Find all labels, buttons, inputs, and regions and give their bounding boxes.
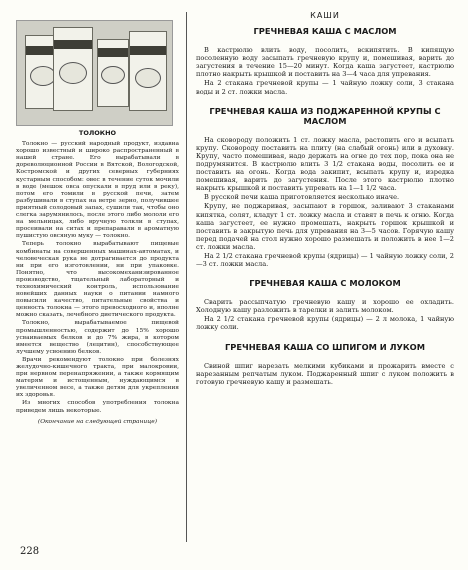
left-paragraph: Теперь толокно вырабатывают пищевые комбинаты на совершенных машинах-автоматах, и человеческая рука не дотрагивается до продукта ни при его изготовлении, ни при упаковке. Понятно, что высокомеханизированное производство, тщательный лабораторный и технохимический контроль, использование новейших данных науки о питании намного повысили качество, питательные свойства и ценность толокна — этого превосходного и, вполне можно сказать, лечебного диетического продукта. [16, 241, 179, 319]
recipe-paragraph: На сковороду положить 1 ст. ложку масла, растопить его и всыпать крупу. Сковороду поставить на плиту (на слабый огонь) или в духовку. Крупу, часто помешивая, надо держать на огне до тех пор, пока она не подрумянится. В кастрюлю влить 3 1/2 стакана воды, посолить ее и поставить на огонь. Когда вода закипит, всыпать крупу и, изредка помешивая, варить до загустения. После этого кастрюлю плотно накрыть крышкой и поставить упревать на 1—1 1/2 часа. [196, 135, 454, 193]
left-column [16, 20, 179, 426]
product-photo [16, 20, 173, 126]
recipe-paragraph: На 2 1/2 стакана гречневой крупы (ядрицы) — 1 чайную ложку соли, 2—3 ст. ложки масла. [196, 251, 454, 269]
left-paragraph: Из многих способов употребления толокна приведем лишь некоторые. [16, 400, 179, 414]
recipe-paragraph: В русской печи каша приготовляется несколько иначе. [204, 193, 400, 202]
recipe-paragraph: На 2 стакана гречневой крупы — 1 чайную ложку соли, 3 стакана воды и 2 ст. ложки масла. [196, 79, 454, 96]
page-number: 228 [20, 546, 40, 557]
recipe-title: ГРЕЧНЕВАЯ КАША СО ШПИГОМ И ЛУКОМ [224, 341, 425, 352]
photo-box-2 [53, 27, 93, 111]
recipe-paragraph: Свиной шпиг нарезать мелкими кубиками и прожарить вместе с нарезанным репчатым луком. Поджаренный шпиг с луком положить в готовую гречневую кашу и размешать. [196, 361, 454, 386]
photo-caption: ТОЛОКНО [78, 129, 117, 137]
recipe-title: ГРЕЧНЕВАЯ КАША С МОЛОКОМ [249, 278, 401, 289]
right-column [196, 12, 454, 387]
photo-box-4 [129, 31, 167, 111]
continuation-note: (Окончание на следующей странице) [37, 418, 158, 425]
recipe-title: ГРЕЧНЕВАЯ КАША С МАСЛОМ [253, 26, 397, 37]
recipe-title: ГРЕЧНЕВАЯ КАША ИЗ ПОДЖАРЕННОЙ КРУПЫ С МАСЛОМ [209, 105, 441, 126]
recipe-paragraph: В кастрюлю влить воду, посолить, вскипятить. В кипящую посоленную воду засыпать гречневую крупу и, помешивая, варить до загустения в течение 15—20 минут. Когда каша загустеет, кастрюлю плотно накрыть крышкой и поставить на 3—4 часа для упревания. [196, 46, 454, 79]
recipe-paragraph: Крупу, не поджаривая, засыпают в горшок, заливают 3 стаканами кипятка, солят, кладут 1 ст. ложку масла и ставят в печь к огню. Когда каша загустеет, ее нужно промешать, накрыть горшок крышкой и поставить в закрытую печь для упревания на 3—5 часов. Горячую кашу перед подачей на стол нужно хорошо размешать и положить в нее 1—2 ст. ложки масла. [196, 202, 454, 251]
left-paragraph: Толокно, вырабатываемое пищевой промышленностью, содержит до 15% хорошо усваиваемых белков и до 7% жира, в котором имеется вещество (лецитин), способствующее лучшему усвоению белков. [16, 320, 179, 355]
left-paragraph: Врачи рекомендуют толокно при болезнях желудочно-кишечного тракта, при малокровии, при нервном перенапряжении, а также кормящим матерям и истощенным, нуждающимся в увеличенном весе, а также детям для укрепления их здоровья. [16, 356, 179, 399]
recipe-paragraph: На 2 1/2 стакана гречневой крупы (ядрицы) — 2 л молока, 1 чайную ложку соли. [196, 315, 454, 332]
photo-box-3 [97, 39, 129, 107]
section-label: КАШИ [310, 11, 340, 20]
recipe-paragraph: Сварить рассыпчатую гречневую кашу и хорошо ее охладить. Холодную кашу разложить в тарелки и залить молоком. [196, 298, 454, 315]
column-divider [186, 12, 187, 542]
left-paragraph: Толокно — русский народный продукт, издавна хорошо известный и широко распространенный в нашей стране. Его вырабатывали в дореволюционной России в Вятской, Вологодской, Костромской и других северных губерниях кустарным способом: овес в течение суток мочили в воде (мешок овса опускали в пруд или в реку), потом его томили в русской печи, затем разбушивали в ступах на ветре зерно, получившее приятный солодовый запах, сушили так, чтобы оно слегка зарумянилось, после этого либо мололи его на мельницах, либо вручную толкли в ступах, просеивали на ситах и препаравали в ароматную пушистую овсяную муку — толокно. [16, 141, 179, 240]
